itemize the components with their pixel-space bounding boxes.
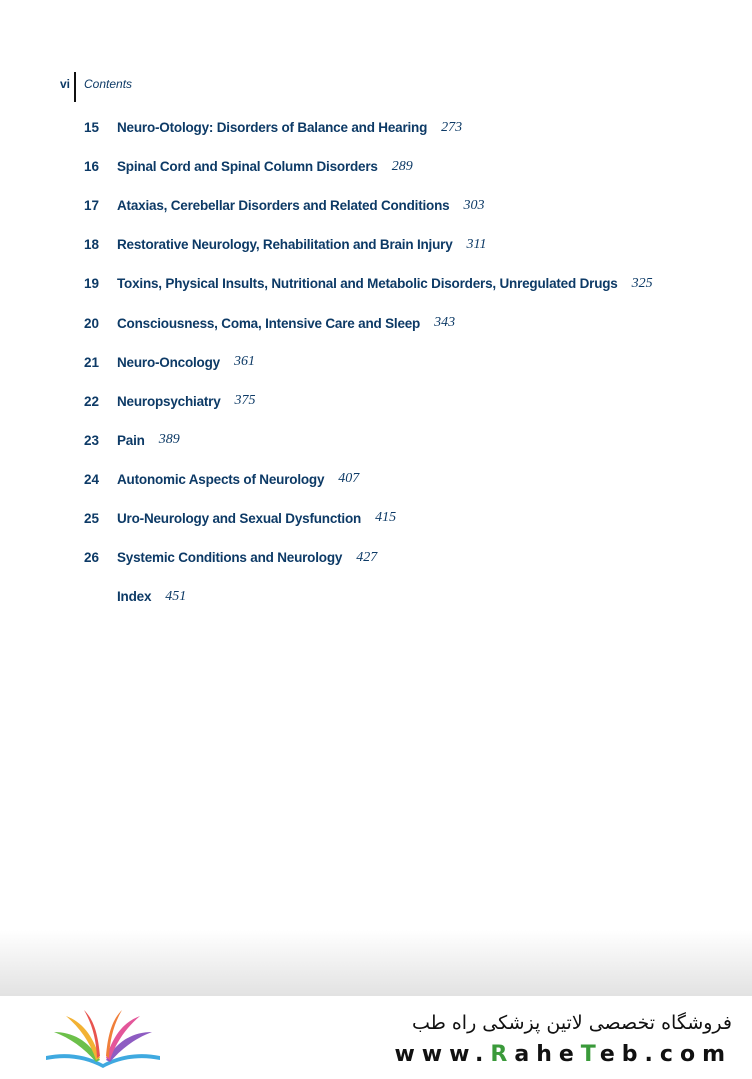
chapter-title: Autonomic Aspects of Neurology — [117, 471, 325, 487]
chapter-title: Neuropsychiatry — [117, 393, 221, 409]
section-title: Contents — [84, 77, 133, 91]
chapter-number: 21 — [84, 354, 100, 370]
chapter-page: 407 — [338, 471, 360, 487]
index-title: Index — [117, 589, 152, 605]
chapter-page: 289 — [391, 158, 413, 174]
store-url — [394, 1042, 732, 1067]
chapter-title: Toxins, Physical Insults, Nutritional and Metabolic Disorders, Unregulated Drugs — [117, 276, 618, 292]
chapter-title: Pain — [117, 432, 145, 448]
toc-entry[interactable] — [84, 538, 724, 577]
chapter-title: Consciousness, Coma, Intensive Care and Sleep — [117, 315, 421, 331]
chapter-number: 25 — [84, 510, 100, 526]
chapter-number: 20 — [84, 315, 100, 331]
chapter-page: 343 — [434, 315, 456, 331]
chapter-title: Ataxias, Cerebellar Disorders and Related Conditions — [117, 198, 450, 214]
chapter-title: Neuro-Otology: Disorders of Balance and Hearing — [117, 120, 428, 136]
chapter-number: 16 — [84, 159, 100, 175]
url-letter-r: R — [490, 1042, 515, 1067]
chapter-page: 325 — [631, 275, 653, 291]
toc-entry[interactable] — [84, 343, 724, 382]
toc-entry-index[interactable] — [84, 577, 724, 616]
toc-entry[interactable] — [84, 108, 724, 147]
chapter-number: 26 — [84, 550, 100, 566]
chapter-page: 375 — [234, 393, 256, 409]
chapter-page: 303 — [463, 197, 485, 213]
chapter-page: 273 — [441, 119, 463, 135]
chapter-number: 23 — [84, 432, 100, 448]
toc-entry[interactable] — [84, 499, 724, 538]
chapter-page: 415 — [375, 510, 397, 526]
chapter-page: 389 — [158, 432, 180, 448]
chapter-number: 18 — [84, 237, 100, 253]
page-number: vi — [60, 77, 71, 91]
url-prefix: www. — [394, 1042, 491, 1067]
chapter-number: 24 — [84, 471, 100, 487]
store-name-persian: فروشگاه تخصصی لاتین پزشکی راه طب — [412, 1012, 732, 1034]
chapter-title: Systemic Conditions and Neurology — [117, 550, 343, 566]
url-letter-t: T — [580, 1042, 600, 1067]
watermark-banner — [0, 996, 752, 1079]
chapter-number: 19 — [84, 276, 100, 292]
chapter-number: 22 — [84, 393, 100, 409]
url-mid: ahe — [514, 1042, 581, 1067]
chapter-number: 17 — [84, 198, 100, 214]
open-book-logo-icon — [40, 1006, 166, 1072]
chapter-title: Neuro-Oncology — [117, 354, 220, 370]
chapter-page: 361 — [233, 354, 255, 370]
chapter-title: Restorative Neurology, Rehabilitation and Brain Injury — [117, 237, 453, 253]
toc-entry[interactable] — [84, 225, 724, 264]
running-head — [60, 72, 132, 102]
toc-entry[interactable] — [84, 147, 724, 186]
url-suffix: eb.com — [599, 1042, 732, 1067]
toc-entry[interactable] — [84, 264, 724, 303]
table-of-contents — [84, 108, 724, 616]
chapter-title: Uro-Neurology and Sexual Dysfunction — [117, 510, 362, 526]
toc-entry[interactable] — [84, 186, 724, 225]
chapter-title: Spinal Cord and Spinal Column Disorders — [117, 159, 378, 175]
toc-entry[interactable] — [84, 460, 724, 499]
toc-entry[interactable] — [84, 421, 724, 460]
footer-shadow — [0, 930, 752, 996]
toc-entry[interactable] — [84, 303, 724, 342]
chapter-number: 15 — [84, 120, 100, 136]
toc-entry[interactable] — [84, 382, 724, 421]
index-page: 451 — [165, 588, 187, 604]
chapter-page: 311 — [466, 236, 487, 252]
chapter-page: 427 — [356, 549, 378, 565]
